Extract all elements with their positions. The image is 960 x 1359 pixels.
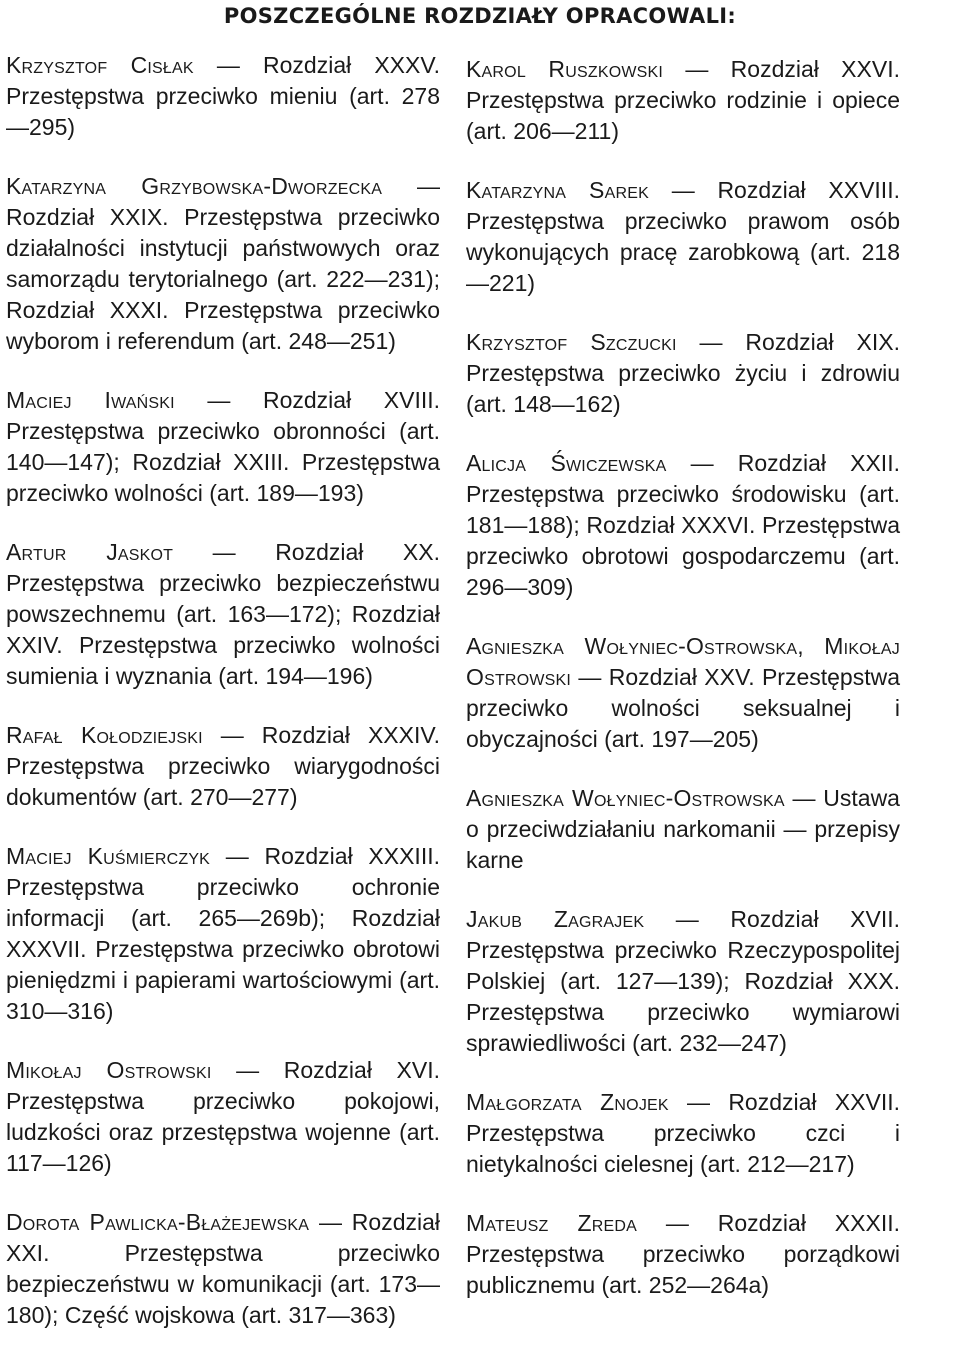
contributor-entry xyxy=(6,385,440,509)
contributor-entry xyxy=(6,50,440,143)
author-name: Krzysztof Cisłak xyxy=(6,52,194,78)
author-name: Jakub Zagrajek xyxy=(466,906,645,932)
author-name: Alicja Świczewska xyxy=(466,450,667,476)
contributor-entry xyxy=(6,1207,440,1331)
chapter-description: — Ustawa o przeciwdziałaniu narkomanii — przepisy karne xyxy=(466,785,900,873)
chapter-description: — Rozdział XVIII. Przestępstwa przeciwko obronności (art. 140—147); Rozdział XXIII. Przestępstwa przeciwko wolności (art. 189—193) xyxy=(6,387,441,506)
author-name: Agnieszka Wołyniec-Ostrowska, Mikołaj Ostrowski xyxy=(466,633,900,690)
author-name: Artur Jaskot xyxy=(6,539,174,565)
contributor-entry xyxy=(6,720,440,813)
right-column xyxy=(466,54,900,1329)
chapter-description: — Rozdział XXI. Przestępstwa przeciwko bezpieczeństwu w komunikacji (art. 173—180); Część wojskowa (art. 317—363) xyxy=(6,1209,441,1328)
contributor-entry xyxy=(466,327,900,420)
contributor-entry xyxy=(6,841,440,1027)
author-name: Maciej Kuśmierczyk xyxy=(6,843,211,869)
author-name: Dorota Pawlicka-Błażejewska xyxy=(6,1209,310,1235)
chapter-description: — Rozdział XXXIV. Przestępstwa przeciwko wiarygodności dokumentów (art. 270—277) xyxy=(6,722,440,810)
contributor-entry xyxy=(466,1087,900,1180)
contributor-entry xyxy=(6,171,440,357)
chapter-description: — Rozdział XXIX. Przestępstwa przeciwko działalności instytucji państwowych oraz samorządu terytorialnego (art. 222—231); Rozdział XXXI. Przestępstwa przeciwko wyborom i referendum (art. 248—251) xyxy=(6,173,440,354)
contributor-entry xyxy=(466,448,900,603)
chapter-description: — Rozdział XXXII. Przestępstwa przeciwko porządkowi publicznemu (art. 252—264a) xyxy=(466,1210,900,1298)
contributor-entry xyxy=(6,1055,440,1179)
chapter-description: — Rozdział XXV. Przestępstwa przeciwko wolności seksualnej i obyczajności (art. 197—205) xyxy=(466,664,900,752)
contributor-entry xyxy=(466,783,900,876)
contributor-entry xyxy=(466,54,900,147)
author-name: Karol Ruszkowski xyxy=(466,56,664,82)
author-name: Małgorzata Znojek xyxy=(466,1089,669,1115)
contributor-entry xyxy=(466,175,900,299)
author-name: Krzysztof Szczucki xyxy=(466,329,677,355)
author-name: Mateusz Zreda xyxy=(466,1210,638,1236)
author-name: Rafał Kołodziejski xyxy=(6,722,203,748)
chapter-description: — Rozdział XX. Przestępstwa przeciwko bezpieczeństwu powszechnemu (art. 163—172); Rozdział XXIV. Przestępstwa przeciwko wolności sumienia i wyznania (art. 194—196) xyxy=(6,539,441,689)
chapter-description: — Rozdział XXII. Przestępstwa przeciwko środowisku (art. 181—188); Rozdział XXXVI. Przestępstwa przeciwko obrotowi gospodarczemu (art. 296—309) xyxy=(466,450,900,600)
chapter-description: — Rozdział XXVIII. Przestępstwa przeciwko prawom osób wykonujących pracę zarobkową (art. 218—221) xyxy=(466,177,900,296)
left-column xyxy=(6,50,440,1359)
chapter-description: — Rozdział XXVI. Przestępstwa przeciwko rodzinie i opiece (art. 206—211) xyxy=(466,56,900,144)
page-heading: POSZCZEGÓLNE ROZDZIAŁY OPRACOWALI: xyxy=(223,4,737,28)
author-name: Mikołaj Ostrowski xyxy=(6,1057,212,1083)
author-name: Maciej Iwański xyxy=(6,387,175,413)
chapter-description: — Rozdział XVII. Przestępstwa przeciwko Rzeczypospolitej Polskiej (art. 127—139); Rozdział XXX. Przestępstwa przeciwko wymiarowi sprawiedliwości (art. 232—247) xyxy=(466,906,901,1056)
contributor-entry xyxy=(466,904,900,1059)
chapter-description: — Rozdział XVI. Przestępstwa przeciwko pokojowi, ludzkości oraz przestępstwa wojenne (art. 117—126) xyxy=(6,1057,441,1176)
author-name: Katarzyna Grzybowska-Dworzecka xyxy=(6,173,383,199)
contributor-entry xyxy=(6,537,440,692)
contributor-entry xyxy=(466,631,900,755)
author-name: Agnieszka Wołyniec-Ostrowska xyxy=(466,785,785,811)
chapter-description: — Rozdział XIX. Przestępstwa przeciwko życiu i zdrowiu (art. 148—162) xyxy=(466,329,900,417)
contributor-entry xyxy=(466,1208,900,1301)
chapter-description: — Rozdział XXXIII. Przestępstwa przeciwko ochronie informacji (art. 265—269b); Rozdział XXXVII. Przestępstwa przeciwko obrotowi pieniędzmi i papierami wartościowymi (art. 310—316) xyxy=(6,843,440,1024)
author-name: Katarzyna Sarek xyxy=(466,177,649,203)
chapter-description: — Rozdział XXVII. Przestępstwa przeciwko czci i nietykalności cielesnej (art. 212—217) xyxy=(466,1089,900,1177)
chapter-description: — Rozdział XXXV. Przestępstwa przeciwko mieniu (art. 278—295) xyxy=(6,52,440,140)
